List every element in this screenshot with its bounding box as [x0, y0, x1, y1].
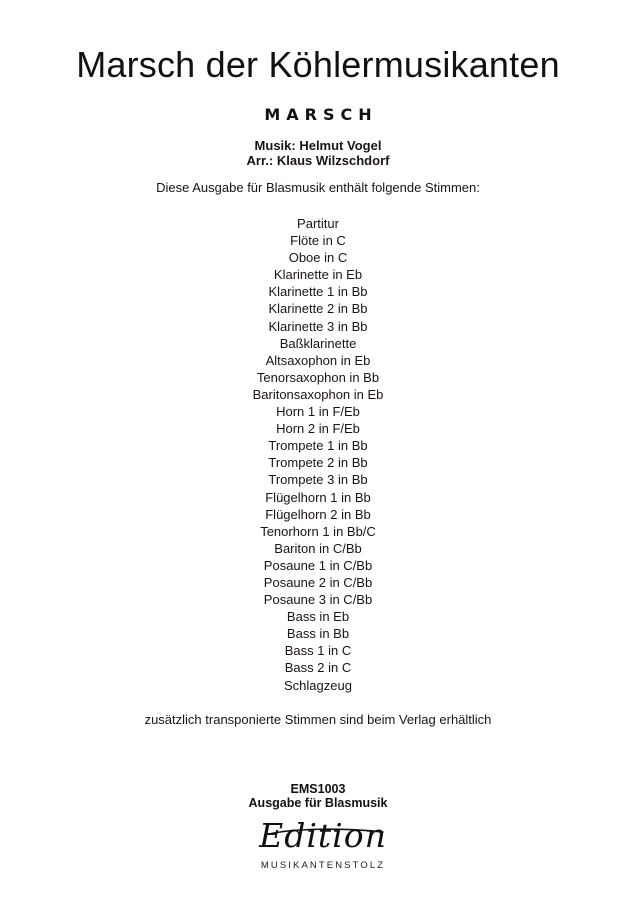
part-item: Trompete 1 in Bb	[268, 438, 368, 454]
part-item: Bass 2 in C	[284, 660, 352, 676]
catalog-number: EMS1003	[290, 782, 346, 796]
part-item: Trompete 2 in Bb	[268, 455, 368, 471]
part-item: Flügelhorn 1 in Bb	[265, 489, 371, 505]
genre-heading: MARSCH	[264, 105, 378, 124]
logo-subtitle: MUSIKANTENSTOLZ	[260, 860, 386, 871]
part-item: Flöte in C	[290, 233, 346, 249]
part-item: Klarinette 3 in Bb	[268, 318, 368, 334]
part-item: Baßklarinette	[279, 335, 357, 351]
part-item: Tenorhorn 1 in Bb/C	[260, 523, 376, 539]
part-item: Trompete 3 in Bb	[268, 472, 368, 488]
part-item: Oboe in C	[288, 250, 348, 266]
logo-script-text: Edition	[259, 816, 387, 855]
part-item: Klarinette 1 in Bb	[268, 284, 368, 300]
composer-credit: Musik: Helmut Vogel	[254, 138, 382, 153]
part-item: Horn 2 in F/Eb	[276, 421, 360, 437]
part-item: Klarinette in Eb	[273, 267, 363, 283]
part-item: Altsaxophon in Eb	[265, 352, 371, 368]
part-item: Tenorsaxophon in Bb	[256, 369, 380, 385]
transposed-parts-note: zusätzlich transponierte Stimmen sind beim Verlag erhältlich	[144, 712, 492, 727]
part-item: Bass in Eb	[286, 609, 350, 625]
arranger-credit: Arr.: Klaus Wilzschdorf	[246, 153, 390, 168]
publisher-logo	[255, 816, 391, 876]
credits	[0, 138, 636, 168]
edition-info	[0, 782, 636, 810]
part-item: Flügelhorn 2 in Bb	[265, 506, 371, 522]
parts-list	[0, 215, 636, 694]
part-item: Bass in Bb	[286, 626, 350, 642]
part-item: Baritonsaxophon in Eb	[252, 386, 384, 402]
part-item: Horn 1 in F/Eb	[276, 404, 360, 420]
edition-label: Ausgabe für Blasmusik	[248, 796, 388, 810]
parts-intro: Diese Ausgabe für Blasmusik enthält folgende Stimmen:	[156, 180, 480, 195]
part-item: Partitur	[297, 216, 339, 231]
piece-title: Marsch der Köhlermusikanten	[76, 44, 560, 85]
part-item: Bariton in C/Bb	[274, 540, 362, 556]
part-item: Schlagzeug	[284, 677, 352, 693]
part-item: Posaune 3 in C/Bb	[263, 592, 373, 608]
part-item: Posaune 2 in C/Bb	[263, 574, 373, 590]
part-item: Posaune 1 in C/Bb	[263, 557, 373, 573]
part-item: Bass 1 in C	[284, 643, 352, 659]
part-item: Klarinette 2 in Bb	[268, 301, 368, 317]
